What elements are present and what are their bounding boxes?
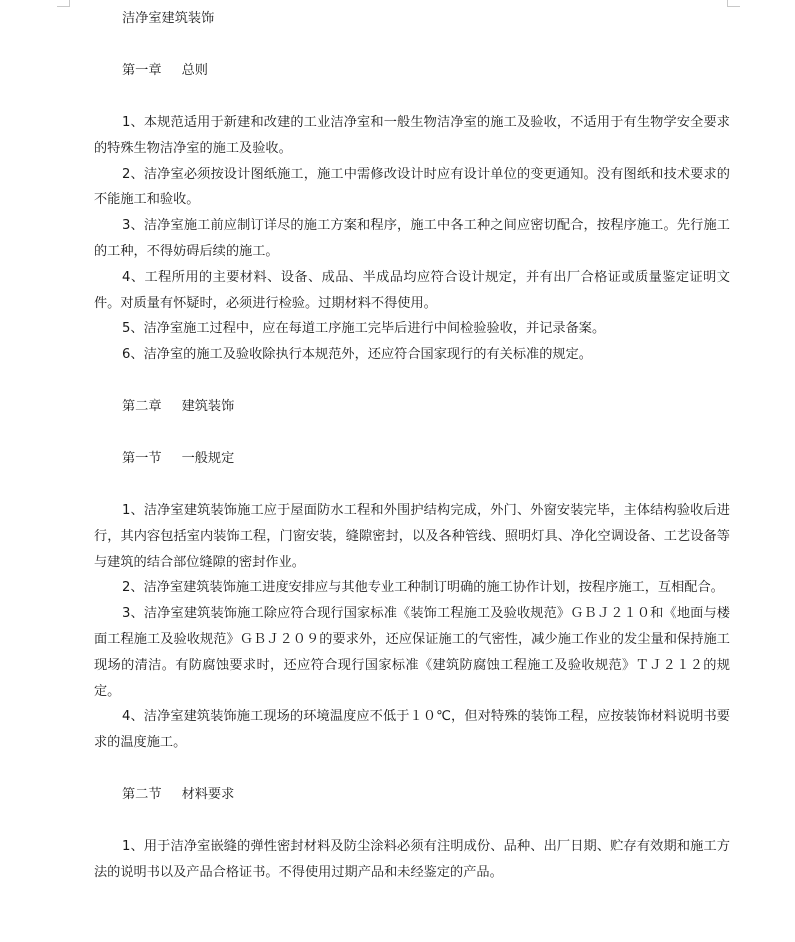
blank-line (94, 32, 730, 58)
section-2-paragraph: 1、用于洁净室嵌缝的弹性密封材料及防尘涂料必须有注明成份、品种、出厂日期、贮存有效期和施工方法的说明书以及产品合格证书。不得使用过期产品和未经鉴定的产品。 (94, 838, 730, 880)
chapter-2-heading (94, 394, 730, 420)
blank-line (94, 368, 730, 394)
page-corner-mark-left (69, 0, 70, 7)
chapter-1-heading (94, 58, 730, 84)
section-1-number: 第一节 (122, 450, 162, 466)
chapter-2-name: 建筑装饰 (181, 398, 235, 414)
chapter-2-number: 第二章 (122, 398, 162, 414)
blank-line (94, 808, 730, 834)
section-1-name: 一般规定 (181, 450, 235, 466)
blank-line (94, 756, 730, 782)
section-2-heading (94, 782, 730, 808)
section-2-name: 材料要求 (181, 786, 235, 802)
document-body (94, 6, 730, 886)
chapter-1-name: 总则 (181, 63, 208, 78)
page-corner-mark-left-horizontal (57, 6, 69, 7)
chapter-1-paragraph: 1、本规范适用于新建和改建的工业洁净室和一般生物洁净室的施工及验收，不适用于有生物学安全要求的特殊生物洁净室的施工及验收。 (94, 115, 730, 156)
chapter-1-paragraph: 6、洁净室的施工及验收除执行本规范外，还应符合国家现行的有关标准的规定。 (122, 347, 592, 363)
section-1-paragraph: 3、洁净室建筑装饰施工除应符合现行国家标准《装饰工程施工及验收规范》ＧＢＪ２１０和《地面与楼面工程施工及验收规范》ＧＢＪ２０９的要求外，还应保证施工的气密性，减少施工作业的发尘量和保持施工现场的清洁。有防腐蚀要求时，还应符合现行国家标准《建筑防腐蚀工程施工及验收规范》ＴＪ２１２的规定。 (94, 606, 730, 699)
blank-line (94, 472, 730, 498)
blank-line (94, 84, 730, 110)
blank-line (94, 420, 730, 446)
chapter-1-paragraph: 4、工程所用的主要材料、设备、成品、半成品均应符合设计规定，并有出厂合格证或质量鉴定证明文件。对质量有怀疑时，必须进行检验。过期材料不得使用。 (94, 269, 730, 311)
document-title: 洁净室建筑装饰 (122, 11, 215, 26)
chapter-1-paragraph: 3、洁净室施工前应制订详尽的施工方案和程序，施工中各工种之间应密切配合，按程序施工。先行施工的工种，不得妨碍后续的施工。 (94, 218, 730, 259)
section-1-paragraph: 2、洁净室建筑装饰施工进度安排应与其他专业工种制订明确的施工协作计划，按程序施工，互相配合。 (122, 580, 724, 596)
chapter-1-paragraph: 2、洁净室必须按设计图纸施工，施工中需修改设计时应有设计单位的变更通知。没有图纸和技术要求的不能施工和验收。 (94, 166, 730, 208)
section-1-paragraph: 1、洁净室建筑装饰施工应于屋面防水工程和外围护结构完成，外门、外窗安装完毕，主体结构验收后进行，其内容包括室内装饰工程，门窗安装，缝隙密封，以及各种管线、照明灯具、净化空调设备、工艺设备等与建筑的结合部位缝隙的密封作业。 (94, 502, 730, 570)
chapter-1-paragraph: 5、洁净室施工过程中，应在每道工序施工完毕后进行中间检验验收，并记录备案。 (122, 321, 606, 337)
section-1-heading (94, 446, 730, 472)
section-1-paragraph: 4、洁净室建筑装饰施工现场的环境温度应不低于１０℃，但对特殊的装饰工程，应按装饰材料说明书要求的温度施工。 (94, 709, 730, 751)
chapter-1-number: 第一章 (122, 63, 162, 78)
section-2-number: 第二节 (122, 786, 162, 802)
